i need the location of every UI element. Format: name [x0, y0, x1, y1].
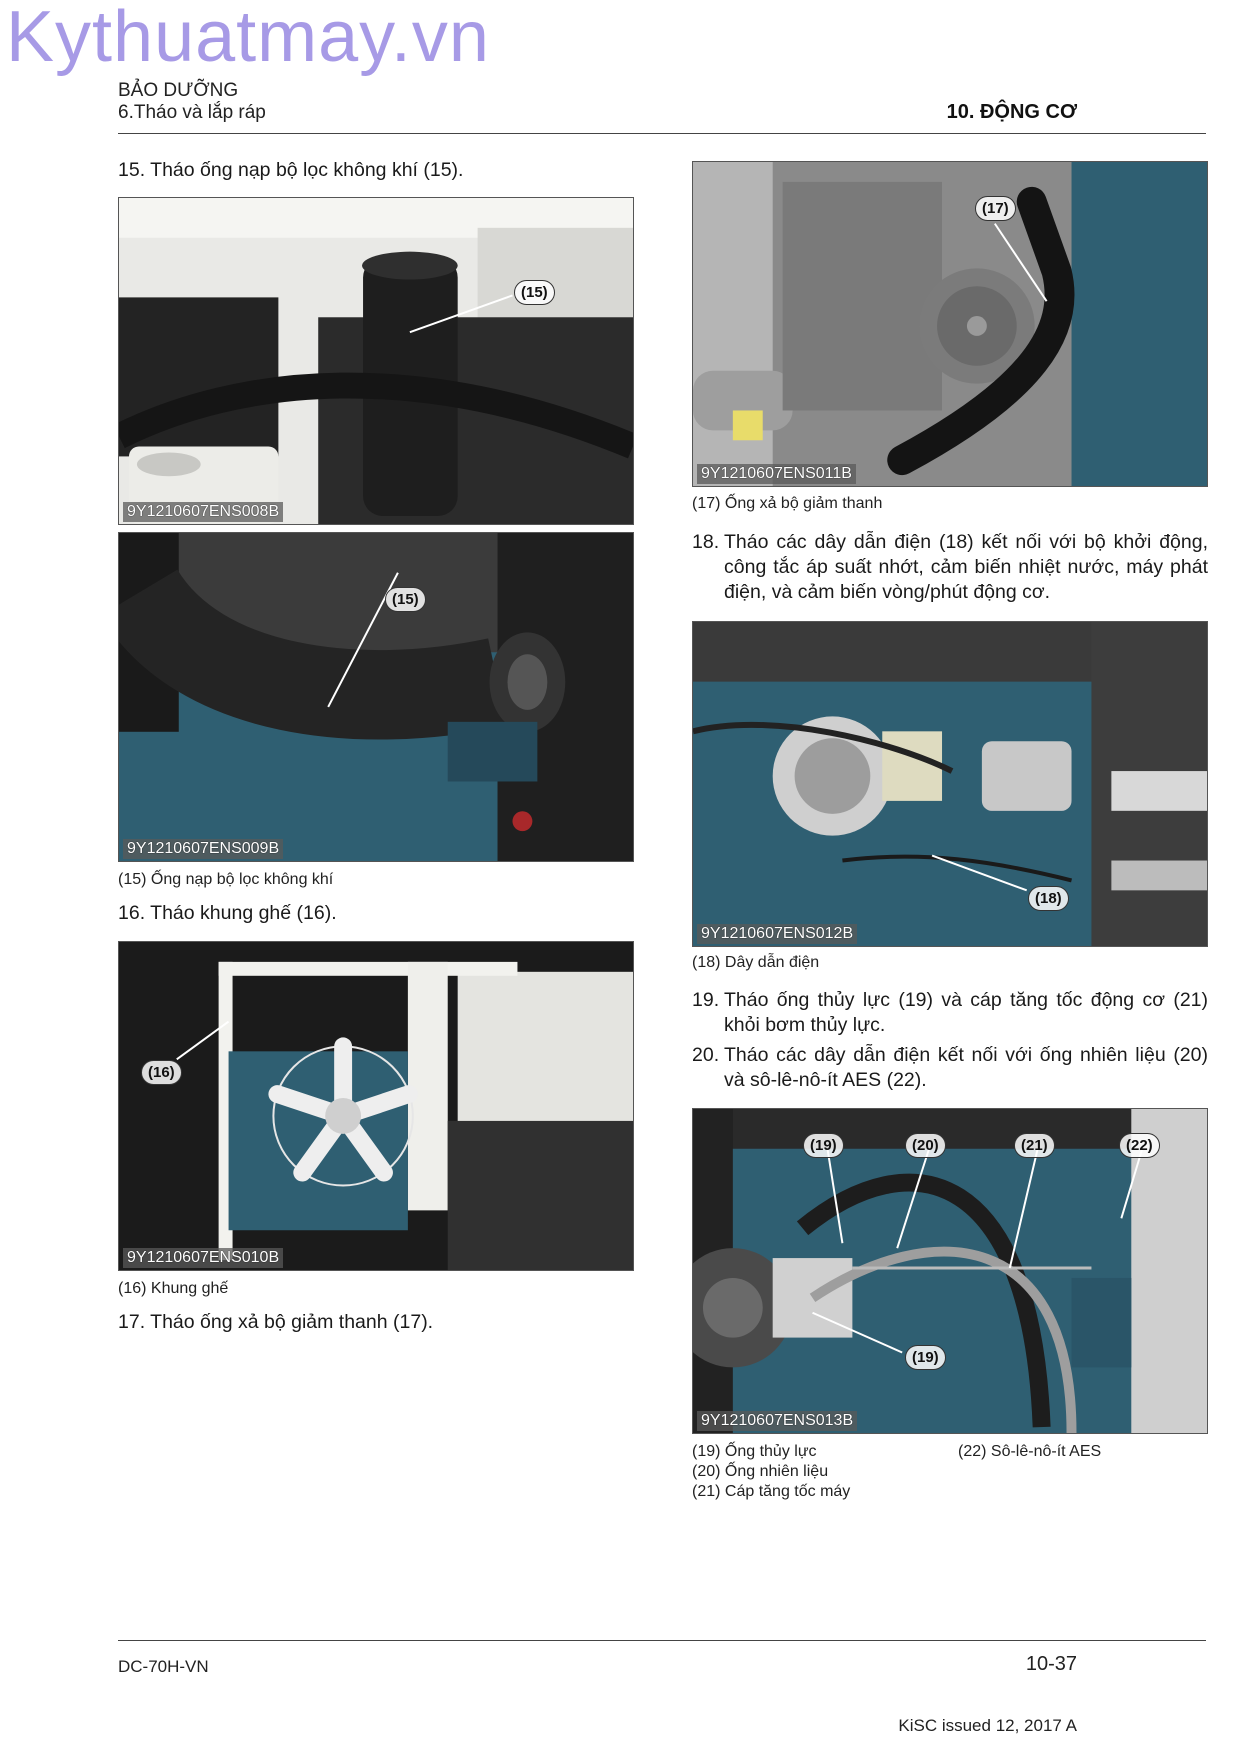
header-rule: [118, 133, 1206, 134]
header-section: BẢO DƯỠNG: [118, 80, 239, 101]
callout-18: (18): [1028, 886, 1069, 911]
callout-17: (17): [975, 196, 1016, 221]
photo-seat-frame: [118, 941, 634, 1271]
callout-22: (22): [1119, 1133, 1160, 1158]
callout-15: (15): [514, 280, 555, 305]
callout-15: (15): [385, 587, 426, 612]
callout-20: (20): [905, 1133, 946, 1158]
photo-code: 9Y1210607ENS011B: [697, 464, 856, 484]
step-17: 17. Tháo ống xả bộ giảm thanh (17).: [118, 1311, 434, 1333]
callout-19: (19): [905, 1345, 946, 1370]
photo-muffler-pipe: [692, 161, 1208, 487]
caption-17: (17) Ống xả bộ giảm thanh: [692, 495, 883, 512]
caption-21: (21) Cáp tăng tốc máy: [692, 1483, 851, 1500]
photo-code: 9Y1210607ENS013B: [697, 1411, 857, 1431]
caption-22: (22) Sô-lê-nô-ít AES: [958, 1443, 1102, 1460]
step-19: [692, 988, 1208, 1038]
caption-19: (19) Ống thủy lực: [692, 1443, 817, 1460]
step-15: 15. Tháo ống nạp bộ lọc không khí (15).: [118, 159, 464, 181]
step-16: 16. Tháo khung ghế (16).: [118, 902, 337, 924]
photo-code: 9Y1210607ENS010B: [123, 1248, 283, 1268]
header-subsection: 6.Tháo và lắp ráp: [118, 102, 266, 123]
step-18-text: Tháo các dây dẫn điện (18) kết nối với bộ khởi động, công tắc áp suất nhớt, cảm biến nhiệt nước, máy phát điện, và cảm biến vòng/phút động cơ.: [724, 531, 1208, 603]
caption-18: (18) Dây dẫn điện: [692, 954, 820, 971]
photo-code: 9Y1210607ENS012B: [697, 924, 857, 944]
step-20: [692, 1043, 1208, 1093]
photo-air-intake-hose: [118, 532, 634, 862]
caption-15: (15) Ống nạp bộ lọc không khí: [118, 871, 334, 888]
step-19-number: 19.: [692, 989, 720, 1011]
callout-16: (16): [141, 1060, 182, 1085]
photo-hydraulic-pump: [692, 1108, 1208, 1434]
step-19-text: Tháo ống thủy lực (19) và cáp tăng tốc động cơ (21) khỏi bơm thủy lực.: [724, 989, 1208, 1036]
photo-wiring: [692, 621, 1208, 947]
photo-code: 9Y1210607ENS008B: [123, 502, 283, 522]
caption-20: (20) Ống nhiên liệu: [692, 1463, 829, 1480]
step-20-number: 20.: [692, 1044, 720, 1066]
photo-code: 9Y1210607ENS009B: [123, 839, 283, 859]
step-20-text: Tháo các dây dẫn điện kết nối với ống nhiên liệu (20) và sô-lê-nô-ít AES (22).: [724, 1044, 1208, 1091]
footer-model: DC-70H-VN: [118, 1657, 209, 1676]
step-18-number: 18.: [692, 531, 720, 553]
callout-21: (21): [1014, 1133, 1055, 1158]
step-18: [692, 530, 1208, 605]
header-chapter: 10. ĐỘNG CƠ: [946, 101, 1077, 123]
footer-rule: [118, 1640, 1206, 1641]
page-number: 10-37: [1025, 1653, 1077, 1675]
photo-air-intake-top: [118, 197, 634, 525]
watermark-text: Kythuatmay.vn: [6, 0, 490, 77]
issue-note: KiSC issued 12, 2017 A: [898, 1716, 1077, 1735]
caption-16: (16) Khung ghế: [118, 1280, 229, 1297]
callout-19: (19): [803, 1133, 844, 1158]
